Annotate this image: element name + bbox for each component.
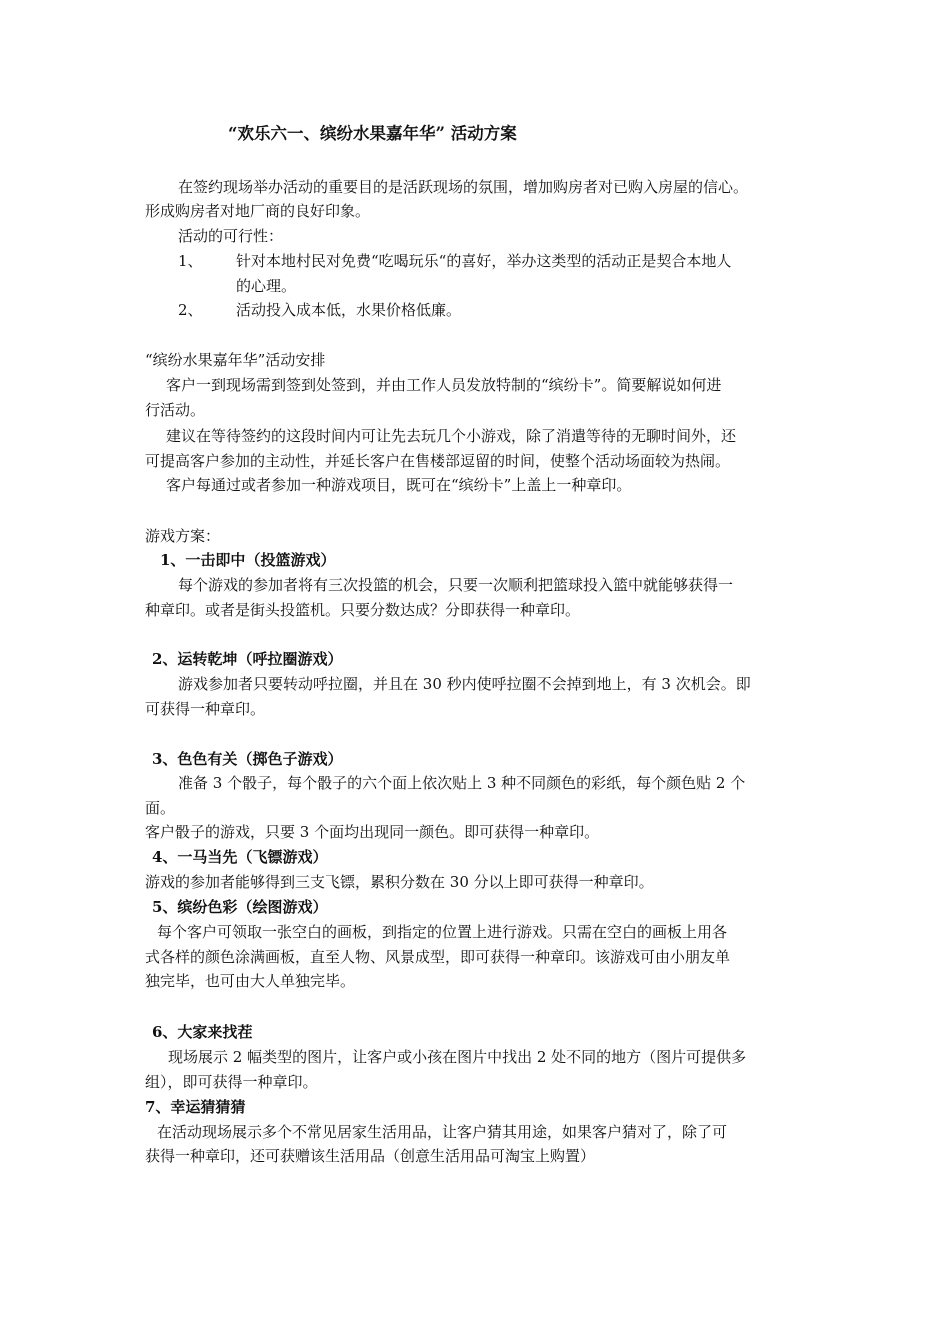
list-item-number: 2、 bbox=[178, 301, 203, 319]
game-paragraph-line: 可获得一种章印。 bbox=[145, 700, 266, 718]
arrangement-paragraph-line: 建议在等待签约的这段时间内可让先去玩几个小游戏，除了消遣等待的无聊时间外，还 bbox=[166, 427, 737, 445]
game-paragraph-line: 准备 3 个骰子，每个骰子的六个面上依次贴上 3 种不同颜色的彩纸，每个颜色贴 2 个 bbox=[178, 774, 746, 792]
arrangement-paragraph-line: 行活动。 bbox=[145, 401, 206, 419]
game-paragraph-line: 面。 bbox=[145, 799, 176, 817]
arrangement-paragraph-line: 可提高客户参加的主动性，并延长客户在售楼部逗留的时间，使整个活动场面较为热闹。 bbox=[145, 452, 731, 470]
game-title: 4、一马当先（飞镖游戏） bbox=[152, 848, 328, 866]
game-paragraph-line: 现场展示 2 幅类型的图片，让客户或小孩在图片中找出 2 处不同的地方（图片可提供多 bbox=[168, 1048, 747, 1066]
game-paragraph-line: 每个游戏的参加者将有三次投篮的机会，只要一次顺利把篮球投入篮中就能够获得一 bbox=[178, 576, 734, 594]
game-title: 3、色色有关（掷色子游戏） bbox=[152, 750, 343, 768]
game-paragraph-line: 获得一种章印，还可获赠该生活用品（创意生活用品可淘宝上购置） bbox=[145, 1147, 596, 1165]
game-title: 1、一击即中（投篮游戏） bbox=[160, 551, 336, 569]
arrangement-paragraph-line: 客户一到现场需到签到处签到，并由工作人员发放特制的“缤纷卡”。简要解说如何进 bbox=[166, 376, 722, 394]
game-title: 7、幸运猜猜猜 bbox=[145, 1098, 246, 1116]
game-title: 5、缤纷色彩（绘图游戏） bbox=[152, 898, 328, 916]
game-paragraph-line: 游戏参加者只要转动呼拉圈，并且在 30 秒内使呼拉圈不会掉到地上，有 3 次机会。即 bbox=[178, 675, 751, 693]
list-item-text: 活动投入成本低，水果价格低廉。 bbox=[236, 301, 462, 319]
games-heading: 游戏方案： bbox=[145, 527, 221, 545]
list-item-text: 针对本地村民对免费“吃喝玩乐“的喜好，举办这类型的活动正是契合本地人 bbox=[236, 252, 732, 270]
game-paragraph-line: 组），即可获得一种章印。 bbox=[145, 1073, 318, 1091]
game-title: 6、大家来找茬 bbox=[152, 1023, 253, 1041]
game-paragraph-line: 每个客户可领取一张空白的画板，到指定的位置上进行游戏。只需在空白的画板上用各 bbox=[157, 923, 728, 941]
list-item-number: 1、 bbox=[178, 252, 203, 270]
game-paragraph-line: 种章印。或者是街头投篮机。只要分数达成？分即获得一种章印。 bbox=[145, 601, 581, 619]
game-paragraph-line: 独完毕，也可由大人单独完毕。 bbox=[145, 972, 356, 990]
feasibility-heading: 活动的可行性： bbox=[178, 227, 284, 245]
intro-paragraph-line: 在签约现场举办活动的重要目的是活跃现场的氛围，增加购房者对已购入房屋的信心。 bbox=[178, 178, 749, 196]
game-paragraph-line: 式各样的颜色涂满画板，直至人物、风景成型，即可获得一种章印。该游戏可由小朋友单 bbox=[145, 948, 731, 966]
game-paragraph-line: 在活动现场展示多个不常见居家生活用品，让客户猜其用途，如果客户猜对了，除了可 bbox=[157, 1123, 728, 1141]
document-title: “欢乐六一、缤纷水果嘉年华” 活动方案 bbox=[228, 124, 517, 143]
game-paragraph-line: 客户骰子的游戏，只要 3 个面均出现同一颜色。即可获得一种章印。 bbox=[145, 823, 600, 841]
intro-paragraph-line: 形成购房者对地厂商的良好印象。 bbox=[145, 202, 371, 220]
arrangement-heading: “缤纷水果嘉年华”活动安排 bbox=[145, 351, 326, 369]
list-item-text: 的心理。 bbox=[236, 277, 297, 295]
game-title: 2、运转乾坤（呼拉圈游戏） bbox=[152, 650, 343, 668]
game-paragraph-line: 游戏的参加者能够得到三支飞镖，累积分数在 30 分以上即可获得一种章印。 bbox=[145, 873, 654, 891]
arrangement-paragraph-line: 客户每通过或者参加一种游戏项目，既可在“缤纷卡”上盖上一种章印。 bbox=[166, 476, 632, 494]
